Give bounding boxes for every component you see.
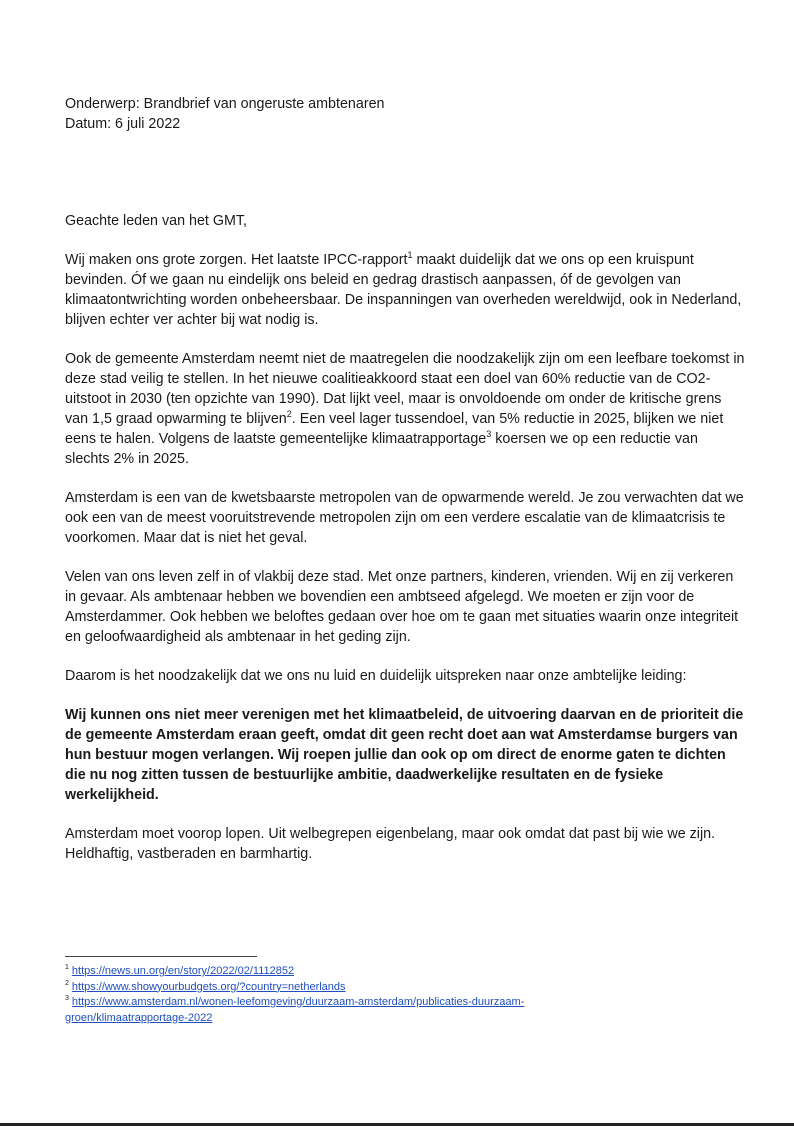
paragraph-amsterdam-measures: Ook de gemeente Amsterdam neemt niet de maatregelen die noodzakelijk zijn om een leefbare toekomst in deze stad veilig te stellen. In het nieuwe coalitieakkoord staat een doel van 60% reductie van de CO2-uitstoot in 2030 (ten opzichte van 1990). Dat lijkt veel, maar is onvoldoende om onder de kritische grens van 1,5 graad opwarming te blijven$^2$. Een veel lager tussendoel, van 5% reductie in 2025, blijken we niet eens te halen. Volgens de laatste gemeentelijke klimaatrapportage$^3$ koersen we op een reductie van slechts 2% in 2025.	[65, 351, 745, 467]
footnote-divider	[65, 956, 257, 957]
paragraph-ipcc: Wij maken ons grote zorgen. Het laatste IPCC-rapport$^1$ maakt duidelijk dat we ons op een kruispunt bevinden. Óf we gaan nu eindelijk ons beleid en gedrag drastisch aanpassen, óf de gevolgen van klimaatontwrichting worden onbeheersbaar. De inspanningen van overheden wereldwijd, ook in Nederland, blijven echter ver achter bij wat nodig is.	[65, 250, 742, 328]
paragraph-statement-bold: Wij kunnen ons niet meer verenigen met het klimaatbeleid, de uitvoering daarvan en de prioriteit die de gemeente Amsterdam eraan geeft, omdat dit geen recht doet aan wat Amsterdamse burgers van hun bestuur mogen verlangen. Wij roepen jullie dan ook op om direct de enorme gaten te dichten die nu nog zitten tussen de bestuurlijke ambitie, daadwerkelijke resultaten en de fysieke werkelijkheid.	[65, 707, 744, 803]
footnote-link-1[interactable]: https://news.un.org/en/story/2022/02/1112852	[71, 965, 295, 977]
paragraph-vulnerable-metropolis: Amsterdam is een van de kwetsbaarste metropolen van de opwarmende wereld. Je zou verwachten dat we ook een van de meest vooruitstrevende metropolen zijn om een verdere escalatie van de klimaatcrisis te voorkomen. Maar dat is niet het geval.	[65, 490, 744, 546]
salutation: Geachte leden van het GMT,	[65, 213, 247, 229]
paragraph-necessity: Daarom is het noodzakelijk dat we ons nu luid en duidelijk uitspreken naar onze ambtelijke leiding:	[65, 668, 687, 684]
footnote-ref-2: 2	[286, 409, 292, 420]
footnote-link-2[interactable]: https://www.showyourbudgets.org/?country=netherlands	[71, 980, 346, 993]
footnotes	[65, 964, 625, 1026]
letter-header	[65, 94, 385, 134]
footnote-2: $^2$ https://www.showyourbudgets.org/?country=netherlands	[65, 979, 346, 993]
footnote-ref-3: 3	[486, 429, 492, 440]
footnote-3: $^3$ https://www.amsterdam.nl/wonen-leefomgeving/duurzaam-amsterdam/publicaties-duurzaam-groen/klimaatrapportage-2022	[65, 995, 525, 1024]
subject-line: Onderwerp: Brandbrief van ongeruste ambtenaren	[65, 96, 385, 112]
footnote-1: $^1$ https://news.un.org/en/story/2022/02/1112852	[65, 964, 295, 977]
footnote-ref-1: 1	[407, 250, 413, 261]
letter-body	[65, 211, 745, 883]
date-line: Datum: 6 juli 2022	[65, 116, 181, 132]
footnote-link-3[interactable]: https://www.amsterdam.nl/wonen-leefomgeving/duurzaam-amsterdam/publicaties-duurzaam-groen/klimaatrapportage-2022	[65, 996, 525, 1024]
paragraph-closing: Amsterdam moet voorop lopen. Uit welbegrepen eigenbelang, maar ook omdat dat past bij wie we zijn. Heldhaftig, vastberaden en barmhartig.	[65, 826, 716, 862]
paragraph-living-in-city: Velen van ons leven zelf in of vlakbij deze stad. Met onze partners, kinderen, vrienden. Wij en zij verkeren in gevaar. Als ambtenaar hebben we bovendien een ambtseed afgelegd. We moeten er zijn voor de Amsterdammer. Ook hebben we beloftes gedaan over hoe om te gaan met situaties waarin onze integriteit en geloofwaardigheid als ambtenaar in het geding zijn.	[65, 569, 739, 645]
